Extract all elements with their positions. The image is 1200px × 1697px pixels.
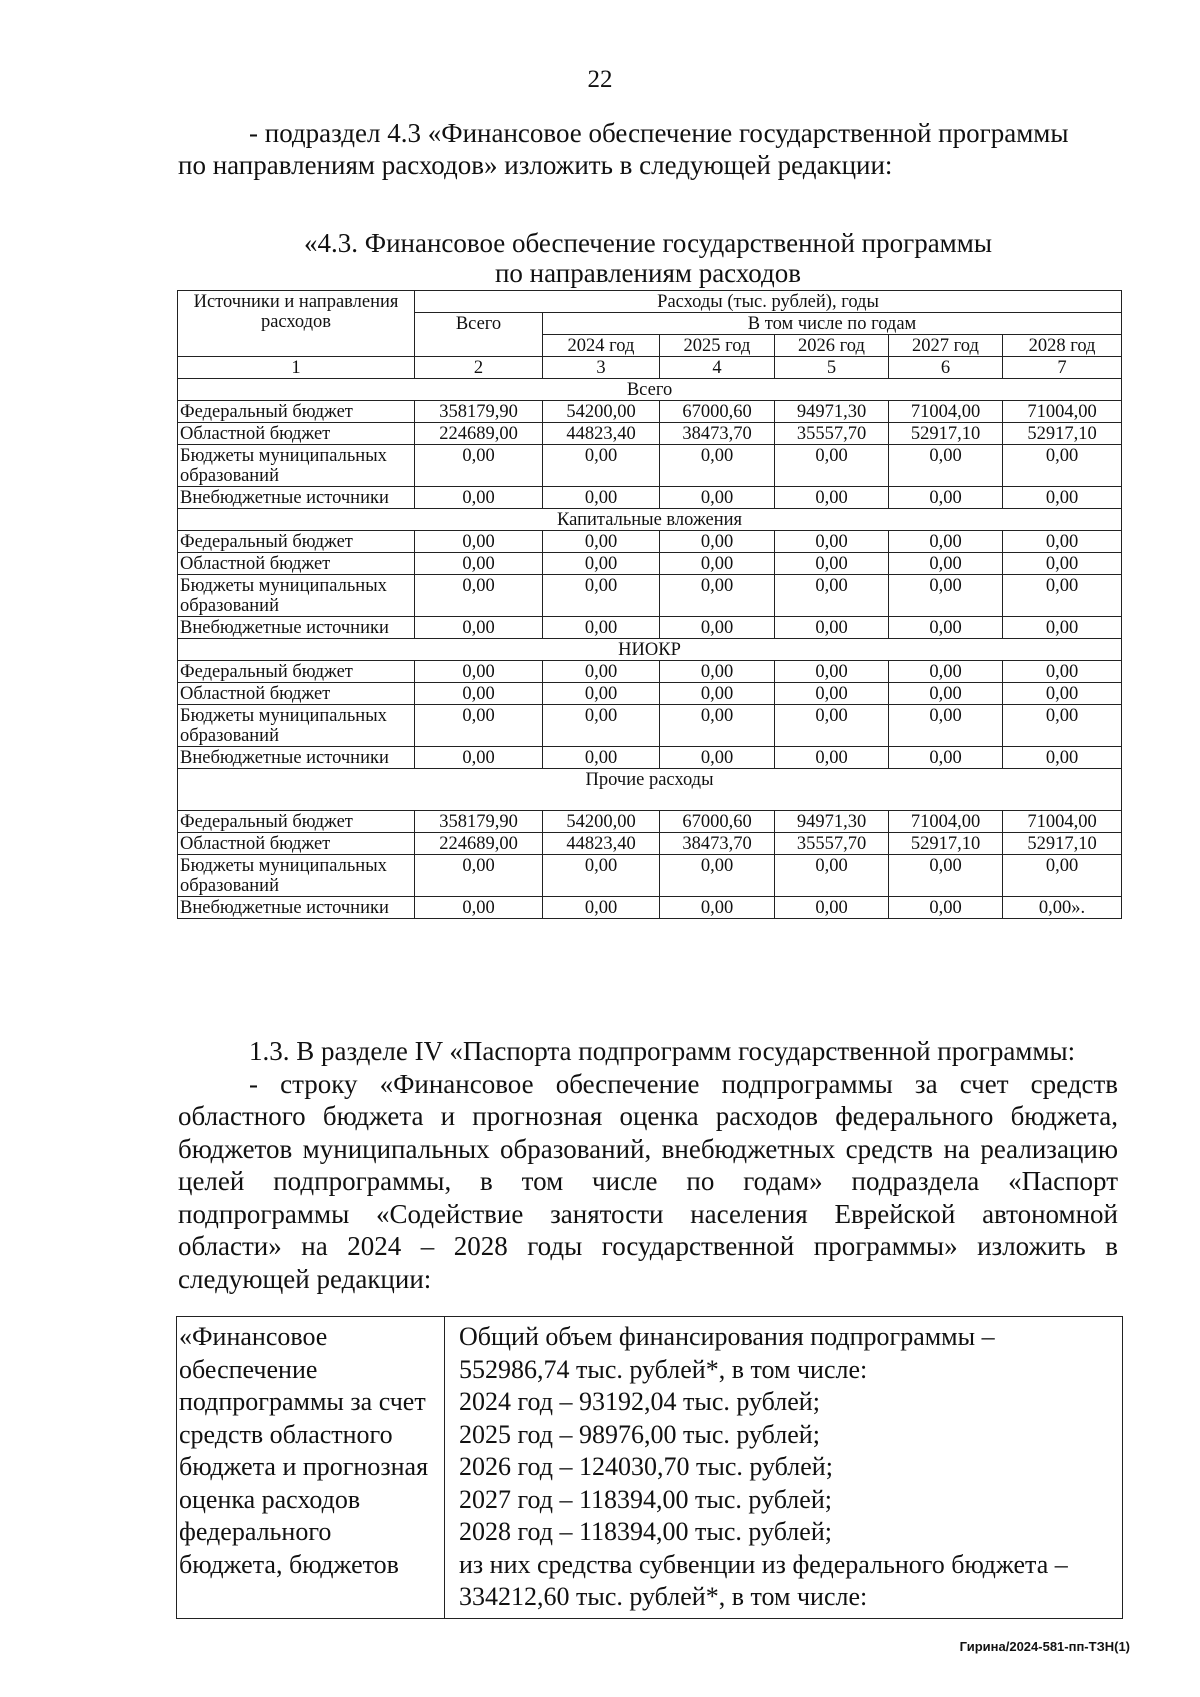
row-label: Внебюджетные источники (178, 747, 415, 769)
intro-line-2: по направлениям расходов» изложить в следующей редакции: (178, 150, 893, 180)
value-cell: 0,00 (660, 855, 775, 897)
value-cell: 44823,40 (543, 423, 660, 445)
table-row (178, 811, 1122, 833)
value-cell: 0,00 (543, 487, 660, 509)
value-cell: 0,00 (660, 661, 775, 683)
table-row (178, 553, 1122, 575)
row-label: Внебюджетные источники (178, 617, 415, 639)
table-row (178, 661, 1122, 683)
value-cell: 0,00 (1003, 683, 1122, 705)
row-label: Бюджеты муниципальных образований (178, 705, 415, 747)
value-cell: 0,00 (775, 855, 889, 897)
value-cell: 94971,30 (775, 401, 889, 423)
value-cell: 67000,60 (660, 401, 775, 423)
header-expenses: Расходы (тыс. рублей), годы (415, 291, 1122, 313)
row-label: Федеральный бюджет (178, 401, 415, 423)
value-cell: 0,00 (660, 487, 775, 509)
value-cell: 54200,00 (543, 401, 660, 423)
value-cell: 0,00 (1003, 705, 1122, 747)
table-row (178, 401, 1122, 423)
value-cell: 0,00 (889, 487, 1003, 509)
document-footer-code: Гирина/2024-581-пп-ТЗН(1) (959, 1639, 1130, 1654)
passport-row (177, 1317, 1123, 1619)
table-row (178, 445, 1122, 487)
section-title (178, 228, 1118, 288)
value-cell: 0,00 (415, 897, 543, 919)
value-cell: 0,00 (889, 683, 1003, 705)
passport-line: 2025 год – 98976,00 тыс. рублей; (459, 1419, 820, 1449)
table-row (178, 833, 1122, 855)
value-cell: 0,00 (415, 575, 543, 617)
column-number: 1 (178, 357, 415, 379)
passport-line: Общий объем финансирования подпрограммы – (459, 1322, 995, 1351)
passport-line: 334212,60 тыс. рублей*, в том числе: (459, 1582, 868, 1611)
row-label: Областной бюджет (178, 553, 415, 575)
value-cell: 0,00 (543, 531, 660, 553)
value-cell: 0,00 (775, 617, 889, 639)
row-label: Областной бюджет (178, 833, 415, 855)
row-label: Областной бюджет (178, 683, 415, 705)
value-cell: 0,00 (1003, 747, 1122, 769)
table-row (178, 855, 1122, 897)
value-cell: 0,00 (889, 897, 1003, 919)
value-cell: 0,00 (543, 575, 660, 617)
intro-line-1: - подраздел 4.3 «Финансовое обеспечение государственной программы (249, 118, 1069, 148)
value-cell: 0,00 (1003, 531, 1122, 553)
value-cell: 71004,00 (889, 811, 1003, 833)
column-numbers-row (178, 357, 1122, 379)
value-cell: 0,00 (775, 705, 889, 747)
value-cell: 0,00 (415, 445, 543, 487)
value-cell: 0,00 (543, 855, 660, 897)
value-cell: 52917,10 (1003, 423, 1122, 445)
table-section-title: Капитальные вложения (178, 509, 1122, 531)
section-title-row (178, 509, 1122, 531)
value-cell: 0,00 (775, 531, 889, 553)
passport-line: 552986,74 тыс. рублей*, в том числе: (459, 1354, 868, 1384)
value-cell: 0,00 (1003, 661, 1122, 683)
value-cell: 358179,90 (415, 401, 543, 423)
value-cell: 0,00 (660, 747, 775, 769)
header-year: 2027 год (889, 335, 1003, 357)
value-cell: 38473,70 (660, 423, 775, 445)
value-cell: 358179,90 (415, 811, 543, 833)
section-1-3-paragraph: - строку «Финансовое обеспечение подпрограммы за счет средств областного бюджета и прогнозная оценка расходов федерального бюджета, бюджетов муниципальных образований, внебюджетных средств на реализацию целей подпрограммы, в том числе по годам» подраздела «Паспорт подпрограммы «Содействие занятости населения Еврейской автономной области» на 2024 – 2028 годы государственной программы» изложить в следующей редакции: (178, 1068, 1118, 1294)
value-cell: 0,00 (660, 553, 775, 575)
passport-line: 2028 год – 118394,00 тыс. рублей; (459, 1517, 832, 1546)
header-sources: Источники и направления расходов (178, 291, 415, 357)
value-cell: 0,00 (660, 445, 775, 487)
value-cell: 0,00 (1003, 855, 1122, 897)
value-cell: 0,00 (543, 705, 660, 747)
table-row (178, 897, 1122, 919)
value-cell: 52917,10 (889, 833, 1003, 855)
value-cell: 71004,00 (1003, 401, 1122, 423)
row-label: Внебюджетные источники (178, 897, 415, 919)
value-cell: 0,00 (889, 553, 1003, 575)
value-cell: 0,00 (660, 531, 775, 553)
value-cell: 0,00 (543, 683, 660, 705)
table-row (178, 617, 1122, 639)
table-row (178, 423, 1122, 445)
row-label: Областной бюджет (178, 423, 415, 445)
value-cell: 0,00 (660, 617, 775, 639)
value-cell: 35557,70 (775, 423, 889, 445)
table-row (178, 705, 1122, 747)
value-cell: 0,00 (543, 747, 660, 769)
section-1-3 (178, 1035, 1118, 1295)
table-section-title: НИОКР (178, 639, 1122, 661)
table-row (178, 575, 1122, 617)
value-cell: 0,00 (415, 617, 543, 639)
passport-left-cell: «Финансовое обеспечение подпрограммы за счет средств областного бюджета и прогнозная оценка расходов федерального бюджета, бюджетов (177, 1317, 445, 1619)
section-title-row (178, 379, 1122, 401)
value-cell: 0,00 (1003, 575, 1122, 617)
page-number: 22 (587, 66, 613, 93)
value-cell: 0,00 (889, 617, 1003, 639)
value-cell: 71004,00 (1003, 811, 1122, 833)
row-label: Внебюджетные источники (178, 487, 415, 509)
value-cell: 0,00 (415, 661, 543, 683)
passport-line: 2026 год – 124030,70 тыс. рублей; (459, 1452, 833, 1481)
row-label: Федеральный бюджет (178, 531, 415, 553)
header-row-1 (178, 291, 1122, 313)
table-row (178, 487, 1122, 509)
value-cell: 0,00 (775, 683, 889, 705)
value-cell: 44823,40 (543, 833, 660, 855)
value-cell: 54200,00 (543, 811, 660, 833)
header-total: Всего (415, 313, 543, 357)
table-row (178, 747, 1122, 769)
column-number: 3 (543, 357, 660, 379)
value-cell: 0,00 (415, 683, 543, 705)
value-cell: 0,00 (889, 531, 1003, 553)
table-section-title: Прочие расходы (178, 769, 1122, 811)
value-cell: 0,00 (1003, 487, 1122, 509)
value-cell: 0,00 (415, 747, 543, 769)
value-cell: 0,00 (889, 575, 1003, 617)
table-row (178, 531, 1122, 553)
value-cell: 0,00 (543, 897, 660, 919)
value-cell: 0,00 (889, 705, 1003, 747)
column-number: 7 (1003, 357, 1122, 379)
value-cell: 0,00 (1003, 553, 1122, 575)
row-label: Бюджеты муниципальных образований (178, 855, 415, 897)
value-cell: 0,00 (775, 575, 889, 617)
value-cell: 0,00 (889, 445, 1003, 487)
value-cell: 224689,00 (415, 423, 543, 445)
value-cell: 0,00 (775, 661, 889, 683)
value-cell: 0,00 (660, 683, 775, 705)
value-cell: 0,00 (775, 445, 889, 487)
value-cell: 0,00 (660, 575, 775, 617)
header-year: 2025 год (660, 335, 775, 357)
value-cell: 71004,00 (889, 401, 1003, 423)
value-cell: 0,00 (889, 747, 1003, 769)
value-cell: 35557,70 (775, 833, 889, 855)
value-cell: 94971,30 (775, 811, 889, 833)
passport-table (176, 1316, 1123, 1619)
value-cell: 0,00 (415, 705, 543, 747)
value-cell: 0,00 (889, 855, 1003, 897)
value-cell: 0,00 (415, 855, 543, 897)
value-cell: 38473,70 (660, 833, 775, 855)
value-cell: 0,00 (415, 553, 543, 575)
row-label: Бюджеты муниципальных образований (178, 445, 415, 487)
value-cell: 0,00 (543, 661, 660, 683)
value-cell: 52917,10 (1003, 833, 1122, 855)
value-cell: 0,00 (660, 897, 775, 919)
column-number: 2 (415, 357, 543, 379)
section-title-row (178, 639, 1122, 661)
section-1-3-heading: 1.3. В разделе IV «Паспорта подпрограмм государственной программы: (249, 1036, 1076, 1066)
value-cell: 0,00 (889, 661, 1003, 683)
intro-paragraph (178, 117, 1118, 181)
row-label: Бюджеты муниципальных образований (178, 575, 415, 617)
column-number: 5 (775, 357, 889, 379)
passport-line: 2027 год – 118394,00 тыс. рублей; (459, 1484, 832, 1514)
header-incl-years: В том числе по годам (543, 313, 1122, 335)
value-cell: 52917,10 (889, 423, 1003, 445)
section-title-row (178, 769, 1122, 811)
column-number: 6 (889, 357, 1003, 379)
value-cell: 0,00 (775, 747, 889, 769)
value-cell: 224689,00 (415, 833, 543, 855)
header-year: 2026 год (775, 335, 889, 357)
value-cell: 0,00 (775, 553, 889, 575)
row-label: Федеральный бюджет (178, 661, 415, 683)
row-label: Федеральный бюджет (178, 811, 415, 833)
section-title-line-1: «4.3. Финансовое обеспечение государственной программы (304, 228, 992, 258)
value-cell: 0,00 (775, 487, 889, 509)
table-section-title: Всего (178, 379, 1122, 401)
value-cell: 67000,60 (660, 811, 775, 833)
value-cell: 0,00 (1003, 617, 1122, 639)
value-cell: 0,00 (660, 705, 775, 747)
value-cell: 0,00 (543, 617, 660, 639)
column-number: 4 (660, 357, 775, 379)
value-cell: 0,00 (775, 897, 889, 919)
value-cell: 0,00 (543, 553, 660, 575)
section-title-line-2: по направлениям расходов (494, 258, 801, 288)
value-cell: 0,00 (543, 445, 660, 487)
header-year: 2024 год (543, 335, 660, 357)
header-year: 2028 год (1003, 335, 1122, 357)
value-cell: 0,00». (1003, 897, 1122, 919)
passport-line: из них средства субвенции из федерального бюджета – (459, 1549, 1068, 1579)
value-cell: 0,00 (415, 487, 543, 509)
financing-table (177, 290, 1122, 919)
value-cell: 0,00 (1003, 445, 1122, 487)
passport-right-cell (445, 1317, 1123, 1619)
value-cell: 0,00 (415, 531, 543, 553)
passport-line: 2024 год – 93192,04 тыс. рублей; (459, 1387, 820, 1416)
table-row (178, 683, 1122, 705)
